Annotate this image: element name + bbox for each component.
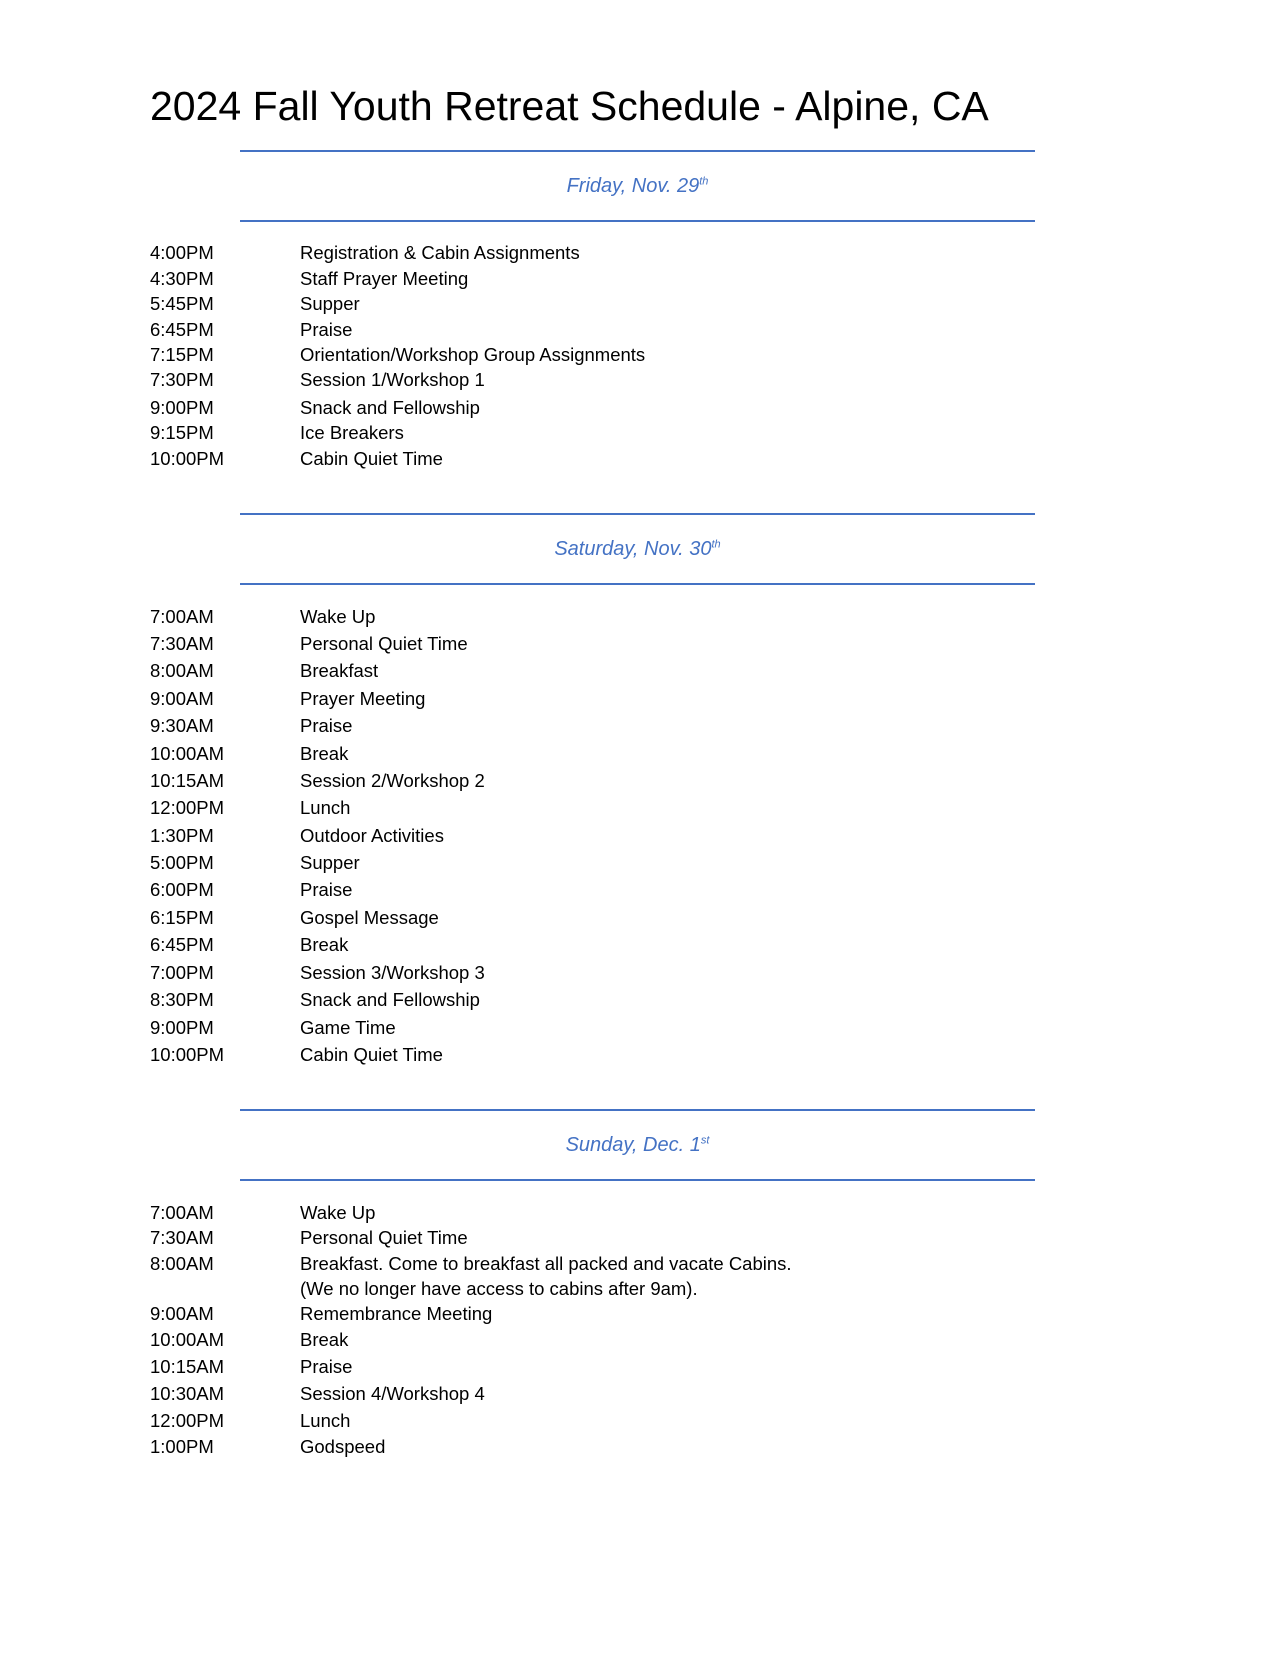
event-description: Orientation/Workshop Group Assignments (300, 344, 646, 365)
event-time: 5:00PM (150, 852, 214, 873)
schedule-row (150, 741, 1050, 767)
schedule-row (150, 1301, 1050, 1327)
event-time: 9:00PM (150, 397, 214, 418)
event-time: 1:00PM (150, 1436, 214, 1457)
schedule-row (150, 604, 1050, 630)
event-time: 6:15PM (150, 907, 214, 928)
schedule-row (150, 1225, 1050, 1251)
event-time: 9:15PM (150, 422, 214, 443)
day-header (240, 150, 1035, 220)
event-description: Prayer Meeting (300, 688, 426, 709)
schedule-row (150, 1408, 1050, 1434)
event-description: Session 3/Workshop 3 (300, 962, 485, 983)
event-description: Snack and Fellowship (300, 397, 480, 418)
schedule-row (150, 905, 1050, 931)
schedule-row (150, 291, 1050, 317)
event-time: 6:45PM (150, 319, 214, 340)
schedule-row (150, 987, 1050, 1013)
event-time: 12:00PM (150, 797, 225, 818)
event-description: Session 4/Workshop 4 (300, 1383, 485, 1404)
event-time: 10:00AM (150, 743, 225, 764)
schedule-row (150, 1015, 1050, 1041)
schedule-row (150, 1276, 1050, 1302)
schedule-row (150, 1434, 1050, 1460)
event-description: Breakfast. Come to breakfast all packed and vacate Cabins. (300, 1253, 792, 1274)
divider (240, 513, 1035, 515)
day-label: Friday, Nov. 29 (566, 175, 700, 197)
event-time: 8:00AM (150, 1253, 214, 1274)
schedule-row (150, 795, 1050, 821)
event-time: 4:00PM (150, 242, 214, 263)
event-time: 6:45PM (150, 934, 214, 955)
event-time: 9:00PM (150, 1017, 214, 1038)
event-description: Staff Prayer Meeting (300, 268, 469, 289)
event-description: Breakfast (300, 660, 379, 681)
day-label: Sunday, Dec. 1 (565, 1134, 701, 1156)
event-time: 7:30PM (150, 369, 214, 390)
event-time: 7:30AM (150, 1227, 214, 1248)
event-description: Lunch (300, 1410, 351, 1431)
day-heading (240, 172, 1035, 200)
schedule-row (150, 877, 1050, 903)
event-time: 10:00AM (150, 1329, 225, 1350)
schedule-row (150, 823, 1050, 849)
event-time: 7:15PM (150, 344, 214, 365)
event-time: 8:30PM (150, 989, 214, 1010)
schedule-row (150, 1354, 1050, 1380)
event-description: Cabin Quiet Time (300, 448, 443, 469)
event-time: 7:00PM (150, 962, 214, 983)
page-title: 2024 Fall Youth Retreat Schedule - Alpine, CA (150, 83, 989, 129)
day-ordinal-suffix: th (711, 538, 721, 551)
event-time: 9:30AM (150, 715, 214, 736)
schedule-row (150, 1327, 1050, 1353)
schedule-row (150, 367, 1050, 393)
event-description: Personal Quiet Time (300, 1227, 468, 1248)
event-description: Session 2/Workshop 2 (300, 770, 485, 791)
schedule-row (150, 342, 1050, 368)
event-description: Lunch (300, 797, 351, 818)
event-time: 10:15AM (150, 1356, 225, 1377)
day-header (240, 513, 1035, 583)
event-description: Praise (300, 879, 353, 900)
event-description: Praise (300, 715, 353, 736)
day-heading (240, 535, 1035, 563)
day-ordinal-suffix: th (699, 175, 709, 188)
event-time: 5:45PM (150, 293, 214, 314)
event-description: Break (300, 934, 349, 955)
event-time: 12:00PM (150, 1410, 225, 1431)
event-description: Remembrance Meeting (300, 1303, 493, 1324)
event-time: 10:00PM (150, 1044, 225, 1065)
event-description: Snack and Fellowship (300, 989, 480, 1010)
schedule-row (150, 266, 1050, 292)
schedule-row (150, 446, 1050, 472)
event-description: Praise (300, 1356, 353, 1377)
schedule-row (150, 317, 1050, 343)
event-description: Praise (300, 319, 353, 340)
event-description: Cabin Quiet Time (300, 1044, 443, 1065)
schedule-row (150, 631, 1050, 657)
schedule-row (150, 850, 1050, 876)
schedule-row (150, 1251, 1050, 1277)
event-time: 6:00PM (150, 879, 214, 900)
event-description: Gospel Message (300, 907, 439, 928)
schedule-row (150, 658, 1050, 684)
event-time: 9:00AM (150, 688, 214, 709)
event-description: Outdoor Activities (300, 825, 444, 846)
event-time: 7:30AM (150, 633, 214, 654)
day-header (240, 1109, 1035, 1179)
event-description: Personal Quiet Time (300, 633, 468, 654)
event-description: Break (300, 1329, 349, 1350)
schedule-row (150, 768, 1050, 794)
schedule-row (150, 1381, 1050, 1407)
event-time: 7:00AM (150, 1202, 214, 1223)
event-description: Ice Breakers (300, 422, 404, 443)
event-description: Godspeed (300, 1436, 386, 1457)
day-ordinal-suffix: st (700, 1134, 710, 1147)
divider (240, 1179, 1035, 1181)
event-description: Wake Up (300, 1202, 376, 1223)
schedule-row (150, 686, 1050, 712)
schedule-row (150, 240, 1050, 266)
event-time: 10:30AM (150, 1383, 225, 1404)
schedule-row (150, 960, 1050, 986)
event-description: Session 1/Workshop 1 (300, 369, 485, 390)
divider (240, 1109, 1035, 1111)
divider (240, 150, 1035, 152)
schedule-row (150, 1200, 1050, 1226)
divider (240, 583, 1035, 585)
event-time: 1:30PM (150, 825, 214, 846)
day-heading (240, 1131, 1035, 1159)
event-time: 10:00PM (150, 448, 225, 469)
divider (240, 220, 1035, 222)
event-description: (We no longer have access to cabins after 9am). (300, 1278, 698, 1299)
event-description: Registration & Cabin Assignments (300, 242, 580, 263)
event-time: 10:15AM (150, 770, 225, 791)
event-description: Supper (300, 293, 360, 314)
day-label: Saturday, Nov. 30 (554, 538, 712, 560)
schedule-row (150, 713, 1050, 739)
schedule-row (150, 1042, 1050, 1068)
event-time: 4:30PM (150, 268, 214, 289)
event-time: 8:00AM (150, 660, 214, 681)
schedule-row (150, 420, 1050, 446)
event-time: 7:00AM (150, 606, 214, 627)
event-description: Supper (300, 852, 360, 873)
event-time: 9:00AM (150, 1303, 214, 1324)
schedule-row (150, 395, 1050, 421)
event-description: Break (300, 743, 349, 764)
event-description: Game Time (300, 1017, 396, 1038)
event-description: Wake Up (300, 606, 376, 627)
schedule-row (150, 932, 1050, 958)
